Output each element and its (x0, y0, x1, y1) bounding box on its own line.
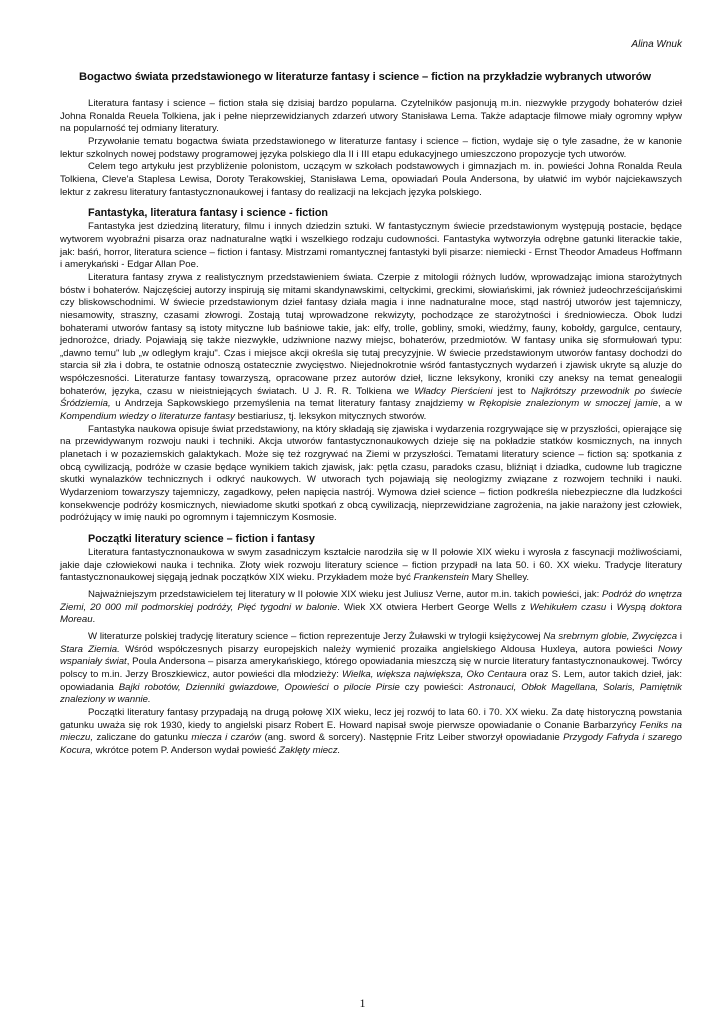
section1-paragraph-1: Fantastyka jest dziedziną literatury, filmu i innych dziedzin sztuki. W fantastycznym świecie przedstawionym występują postacie, będące wytworem wyobraźni pisarza oraz nadnaturalne wątki i wszelkiego rodzaju cudowności. Fantastyka wytworzyła odrębne gatunki literackie takie, jak: baśń, horror, literatura science – fiction i fantasy. Mistrzami romantycznej fantastyki byli pisarze: niemiecki - Ernst Theodor Amadeus Hoffmann i amerykański - Edgar Allan Poe. (60, 221, 682, 271)
section1-paragraph-2: Literatura fantasy zrywa z realistycznym przedstawieniem świata. Czerpie z mitologii różnych ludów, wprowadzając imiona starożytnych bóstw i bohaterów. Najczęściej autorzy inspirują się mitami skandynawskimi, celtyckimi, greckimi, słowiańskimi, jak również judeochrześcijańskimi czy bliskowschodnimi. W świecie przedstawionym dzieł fantasy działa magia i inne nadnaturalne moce, stąd nastrój utworów jest tajemniczy, niesamowity, straszny, czasami złowrogi. Zostają tutaj wprowadzone rekwizyty, pochodzące ze starożytności i średniowiecza. Obok ludzi bohaterami utworów fantasy są istoty mityczne lub baśniowe takie, jak: elfy, trolle, gobliny, smoki, wiedźmy, fauny, kobołdy, gargulce, centaury, jednorożce, driady. Pojawiają się także niezwykłe, udziwnione nazwy miejsc, bohaterów, przedmiotów. W fantasy unika się sformułowań typu: „dawno temu" lub „w odległym kraju". Czas i miejsce akcji określa się tutaj precyzyjnie. W świecie przedstawionym utworów fantasy dochodzi do starcia sił zła i dobra, te ostatnie odnoszą ostatecznie zwycięstwo. Niejednokrotnie wśród fantastycznych wydarzeń i zjawisk ukryte są aluzje do współczesności. Literaturze fantasy towarzyszą, opracowane przez autorów dzieł, liczne leksykony, kroniki czy aneksy na temat genealogii bohaterów, języka, czasu w nieistniejących światach. U J. R. R. Tolkiena we Władcy Pierścieni jest to Najkrótszy przewodnik po świecie Śródziemia, u Andrzeja Sapkowskiego przemyślenia na temat literatury fantasy znajdziemy w Rękopisie znalezionym w smoczej jamie, a w Kompendium wiedzy o literaturze fantasy bestiariusz, tj. leksykon mitycznych stworów. (60, 271, 683, 423)
intro-paragraph-2: Przywołanie tematu bogactwa świata przedstawionego w literaturze fantasy i science – fiction, wydaje się o tyle zasadne, że w kanonie lektur szkolnych nowej podstawy programowej języka polskiego dla II i III etapu edukacyjnego umieszczono propozycje tych utworów. (60, 135, 682, 160)
section1-paragraph-3: Fantastyka naukowa opisuje świat przedstawiony, na który składają się zjawiska i wydarzenia rozgrywające się w przyszłości, opierające się na przewidywanym rozwoju nauki i techniki. Akcja utworów fantastycznonaukowych dzieje się na pokładzie statków kosmicznych, na innych planetach i w pozaziemskich galaktykach. Może się też rozgrywać na Ziemi w przyszłości. Tematami literatury science – fiction są: spotkania z obcą cywilizacją, podróże w czasie będące wynikiem takich zjawisk, jak: pętla czasu, paradoks czasu, bliźniąt i dziadka, cudowne lub tragiczne skutki wynalazków technicznych i odkryć naukowych. W utworach tych pojawiają się neologizmy związane z rozwojem techniki i nauki. Wydarzeniom towarzyszy tajemniczy, zagadkowy, pełen napięcia nastrój. Wymowa dzieł science – fiction podkreśla niebezpieczne dla ludzkości konsekwencje podróży kosmicznych, niewiadome skutki spotkań z obcą cywilizacją, nieprzewidziane zagrożenia, na jakie narażony jest człowiek, podróżujący w imię nauki po ogromnym i tajemniczym Kosmosie. (60, 423, 682, 524)
section2-paragraph-2: Najważniejszym przedstawicielem tej literatury w II połowie XIX wieku jest Juliusz Verne, autor m.in. takich powieści, jak: Podróż do wnętrza Ziemi, 20 000 mil podmorskiej podróży, Pięć tygodni w balonie. Wiek XX otwiera Herbert George Wells z Wehikułem czasu i Wyspą doktora Moreau. (60, 588, 682, 626)
section-heading-fantastyka: Fantastyka, literatura fantasy i science - fiction (88, 207, 329, 220)
page-number: 1 (359, 996, 366, 1010)
section2-paragraph-4: Początki literatury fantasy przypadają na drugą połowę XIX wieku, lecz jej rozwój to lata 60. i 70. XX wieku. Za datę historyczną powstania gatunku uważa się rok 1930, kiedy to angielski pisarz Robert E. Howard napisał swoje pierwsze opowiadanie o Conanie Barbarzyńcy Feniks na mieczu, zaliczane do gatunku miecza i czarów (ang. sword & sorcery). Następnie Fritz Leiber stworzył opowiadanie Przygody Fafryda i szarego Kocura, wkrótce potem P. Anderson wydał powieść Zaklęty miecz. (60, 706, 683, 756)
intro-paragraph-1: Literatura fantasy i science – fiction stała się dzisiaj bardzo popularna. Czytelników pasjonują m.in. niezwykłe przygody bohaterów dzieł Johna Ronalda Reuela Tolkiena, jak i pełne nieprzewidzianych zdarzeń utwory Stanisława Lema. Także adaptacje filmowe miały ogromny wpływ na popularność tej odmiany literatury. (60, 98, 682, 135)
document-title: Bogactwo świata przedstawionego w literaturze fantasy i science – fiction na przykładzie wybranych utworów (79, 71, 651, 83)
section-heading-poczatki: Początki literatury science – fiction i fantasy (88, 533, 315, 545)
document-body (60, 98, 682, 758)
intro-paragraph-3: Celem tego artykułu jest przybliżenie polonistom, uczącym w szkołach podstawowych i gimnazjach m. in. powieści Johna Ronalda Reula Tolkiena, Cleve'a Staplesa Lewisa, Doroty Terakowskiej, Stanisława Lema, opowiadań Poula Andersona, by ułatwić im wybór najciekawszych lektur z zakresu literatury fantastycznonaukowej i fantasy do realizacji na lekcjach języka polskiego. (60, 161, 682, 198)
author-name: Alina Wnuk (631, 39, 682, 50)
section2-paragraph-3: W literaturze polskiej tradycję literatury science – fiction reprezentuje Jerzy Żuławski w trylogii księżycowej Na srebrnym globie, Zwycięzca i Stara Ziemia. Wśród współczesnych pisarzy europejskich należy wymienić prozaika angielskiego Aldousa Huxleya, autora powieści Nowy wspaniały świat, Poula Andersona – pisarza amerykańskiego, którego opowiadania mieszczą się w nurcie literatury fantastycznonaukowej. Twórcy polscy to m.in. Jerzy Broszkiewicz, autor powieści dla młodzieży: Wielka, większa największa, Oko Centaura oraz S. Lem, autor takich dzieł, jak: opowiadania Bajki robotów, Dzienniki gwiazdowe, Opowieści o pilocie Pirsie czy powieści: Astronauci, Obłok Magellana, Solaris, Pamiętnik znaleziony w wannie. (60, 630, 683, 706)
section2-paragraph-1: Literatura fantastycznonaukowa w swym zasadniczym kształcie narodziła się w II połowie XIX wieku i wyrosła z fascynacji możliwościami, jakie daje człowiekowi nauka i technika. Złoty wiek rozwoju literatury science – fiction przypadł na lata 50. i 60. XX wieku. Tradycje literatury fantastycznonaukowej sięgają jednak początków XIX wieku. Przykładem może być Frankenstein Mary Shelley. (60, 547, 682, 584)
